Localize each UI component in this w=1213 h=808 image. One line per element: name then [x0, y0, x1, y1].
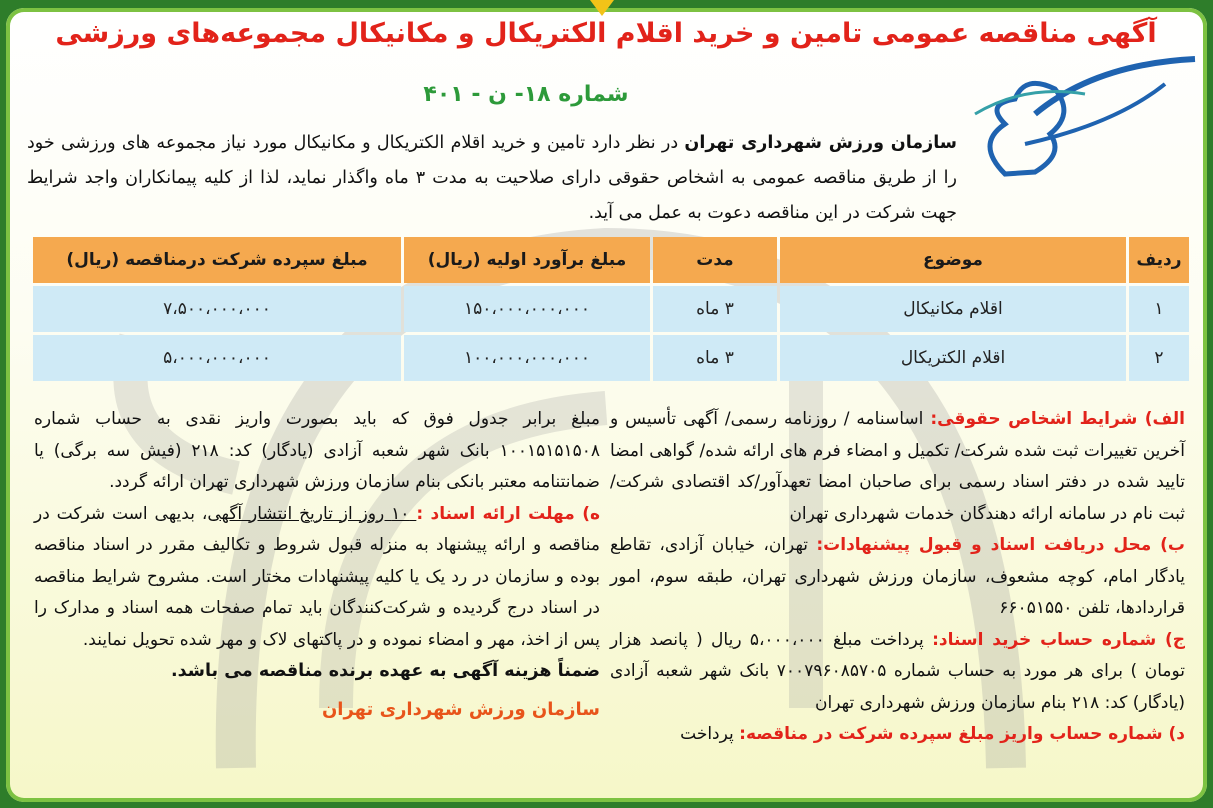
- cell-deposit: ۵،۰۰۰،۰۰۰،۰۰۰: [33, 335, 401, 381]
- conditions-column-right: [610, 404, 1185, 751]
- advertisement-frame: [6, 8, 1207, 802]
- organization-logo: [965, 54, 1205, 179]
- section-e-deadline: ۱۰ روز از تاریخ انتشار آگهی: [207, 503, 417, 524]
- section-d-label: د) شماره حساب واریز مبلغ سپرده شرکت در مناقصه:: [739, 724, 1185, 744]
- cell-row-number: ۲: [1129, 335, 1189, 381]
- advertising-cost-note: ضمناً هزینه آگهی به عهده برنده مناقصه می باشد.: [171, 661, 600, 681]
- tender-number: شماره ۱۸- ن - ۴۰۱: [423, 82, 629, 107]
- cell-duration: ۳ ماه: [653, 286, 777, 332]
- tender-table: [30, 234, 1192, 384]
- cell-estimate: ۱۵۰،۰۰۰،۰۰۰،۰۰۰: [404, 286, 650, 332]
- section-d: [610, 719, 1185, 751]
- section-c-text: پرداخت مبلغ ۵،۰۰۰،۰۰۰ ریال ( پانصد هزار تومان ) برای هر مورد به حساب شماره ۷۰۰۷۹۶۰۸۵۷۰۵ بانک شهر شعبه آزادی (یادگار) کد: ۲۱۸ بنام سازمان ورزش شهرداری تهران: [610, 629, 1186, 713]
- header-deposit: مبلغ سپرده شرکت درمناقصه (ریال): [33, 237, 401, 283]
- section-e-label: ه) مهلت ارائه اسناد :: [416, 503, 601, 524]
- cell-row-number: ۱: [1129, 286, 1189, 332]
- section-e: [34, 499, 600, 657]
- intro-text: در نظر دارد تامین و خرید اقلام الکتریکال و مکانیکال مورد نیاز مجموعه های ورزشی خود را از طریق مناقصه عمومی به اشخاص حقوقی دارای صلاحیت به مدت ۳ ماه واگذار نماید، لذا از کلیه پیمانکاران واجد شرایط جهت شرکت در این مناقصه دعوت به عمل می آید.: [27, 133, 957, 223]
- organization-name: سازمان ورزش شهرداری تهران: [684, 133, 957, 153]
- cell-deposit: ۷،۵۰۰،۰۰۰،۰۰۰: [33, 286, 401, 332]
- intro-paragraph: [27, 126, 957, 231]
- table-row: [33, 286, 1189, 332]
- conditions-column-left: [34, 404, 600, 725]
- section-c: [610, 625, 1185, 720]
- section-b-label: ب) محل دریافت اسناد و قبول پیشنهادات:: [816, 535, 1185, 555]
- page-title: آگهی مناقصه عمومی تامین و خرید اقلام الکتریکال و مکانیکال مجموعه‌های ورزشی: [55, 18, 1157, 49]
- cell-duration: ۳ ماه: [653, 335, 777, 381]
- section-c-label: ج) شماره حساب خرید اسناد:: [932, 629, 1186, 650]
- section-d-text: پرداخت: [680, 724, 740, 744]
- section-d-continued: مبلغ برابر جدول فوق که باید بصورت واریز نقدی به حساب شماره ۱۰۰۱۵۱۵۱۵۰۸ بانک شهر شعبه آزادی (یادگار) کد: ۲۱۸ (فیش سه برگی) یا ضمانتنامه معتبر بانکی بنام سازمان ورزش شهرداری تهران ارائه گردد.: [34, 409, 601, 492]
- section-e-text: ، بدیهی است شرکت در مناقصه و ارائه پیشنهاد به منزله قبول شروط و تکالیف مقرر در اسناد مناقصه بوده و سازمان در رد یک یا کلیه پیشنهادات مختار است. مشروح شرایط مناقصه در اسناد درج گردیده و شرکت‌کنندگان باید تمام صفحات همه اسناد و مدارک را پس از اخذ، مهر و امضاء نموده و در پاکتهای لاک و مهر شده تحویل نمایند.: [34, 503, 600, 650]
- header-duration: مدت: [653, 237, 777, 283]
- table-header-row: [33, 237, 1189, 283]
- section-a-text: اساسنامه / روزنامه رسمی/ آگهی تأسیس و آخرین تغییرات ثبت شده شرکت/ تکمیل و امضاء فرم های ارائه شده/ گواهی امضا تایید شده در دفتر اسناد رسمی برای صاحبان امضا تعهدآور/کد اقتصادی شرکت/ثبت نام در سامانه ارائه دهندگان خدمات شهرداری تهران: [610, 409, 1185, 524]
- section-a: [610, 404, 1185, 530]
- cell-subject: اقلام مکانیکال: [780, 286, 1126, 332]
- header-row-number: ردیف: [1129, 237, 1189, 283]
- cell-estimate: ۱۰۰،۰۰۰،۰۰۰،۰۰۰: [404, 335, 650, 381]
- signature: سازمان ورزش شهرداری تهران: [321, 698, 600, 720]
- top-notch-decoration: [590, 0, 614, 16]
- header-subject: موضوع: [780, 237, 1126, 283]
- header-estimate: مبلغ برآورد اولیه (ریال): [404, 237, 650, 283]
- section-a-label: الف) شرایط اشخاص حقوقی:: [930, 409, 1185, 429]
- table-row: [33, 335, 1189, 381]
- cell-subject: اقلام الکتریکال: [780, 335, 1126, 381]
- section-b: [610, 530, 1185, 625]
- section-b-text: تهران، خیابان آزادی، تقاطع یادگار امام، کوچه مشعوف، سازمان ورزش شهرداری تهران، طبقه سوم، امور قراردادها، تلفن ۶۶۰۵۱۵۵۰: [610, 535, 1185, 618]
